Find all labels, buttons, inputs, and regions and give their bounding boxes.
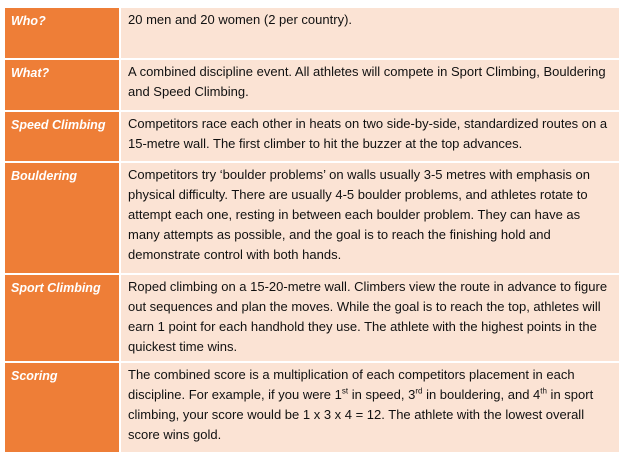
row-label: Speed Climbing	[5, 111, 120, 162]
ordinal-suffix: rd	[415, 386, 423, 396]
table-row-speed-climbing	[5, 111, 619, 162]
row-description: Competitors race each other in heats on two side-by-side, standardized routes on a 15-metre wall. The first climber to hit the buzzer at the top advances.	[120, 111, 619, 162]
ordinal-suffix: th	[540, 386, 547, 396]
scoring-text-part: The combined score is a multiplication of each competitors placement in each discipline. For example, if you were 1	[128, 367, 575, 402]
table-row-bouldering	[5, 162, 619, 274]
table-row-scoring	[5, 362, 619, 453]
table-row-who	[5, 8, 619, 59]
row-description	[120, 362, 619, 453]
row-description: A combined discipline event. All athletes will compete in Sport Climbing, Bouldering and Speed Climbing.	[120, 59, 619, 111]
row-label: What?	[5, 59, 120, 111]
scoring-text-part: in sport climbing, your score would be 1 x 3 x 4 = 12. The athlete with the lowest overall score wins gold.	[128, 387, 594, 442]
ordinal-suffix: st	[341, 386, 349, 396]
table-row-sport-climbing	[5, 274, 619, 362]
row-label: Who?	[5, 8, 120, 59]
row-label: Scoring	[5, 362, 120, 453]
row-description: 20 men and 20 women (2 per country).	[120, 8, 619, 59]
climbing-info-table	[5, 8, 619, 454]
row-label: Bouldering	[5, 162, 120, 274]
table-row-what	[5, 59, 619, 111]
row-description: Roped climbing on a 15-20-metre wall. Climbers view the route in advance to figure out sequences and plan the moves. While the goal is to reach the top, athletes will earn 1 point for each handhold they use. The athlete with the highest points in the quickest time wins.	[120, 274, 619, 362]
row-description: Competitors try ‘boulder problems’ on walls usually 3-5 metres with emphasis on physical difficulty. There are usually 4-5 boulder problems, and athletes rotate to attempt each one, resting in between each boulder problem. They can have as many attempts as possible, and the goal is to reach the finishing hold and demonstrate control with both hands.	[120, 162, 619, 274]
scoring-text-part: in bouldering, and 4	[422, 387, 541, 402]
row-label: Sport Climbing	[5, 274, 120, 362]
scoring-text-part: in speed, 3	[348, 387, 416, 402]
